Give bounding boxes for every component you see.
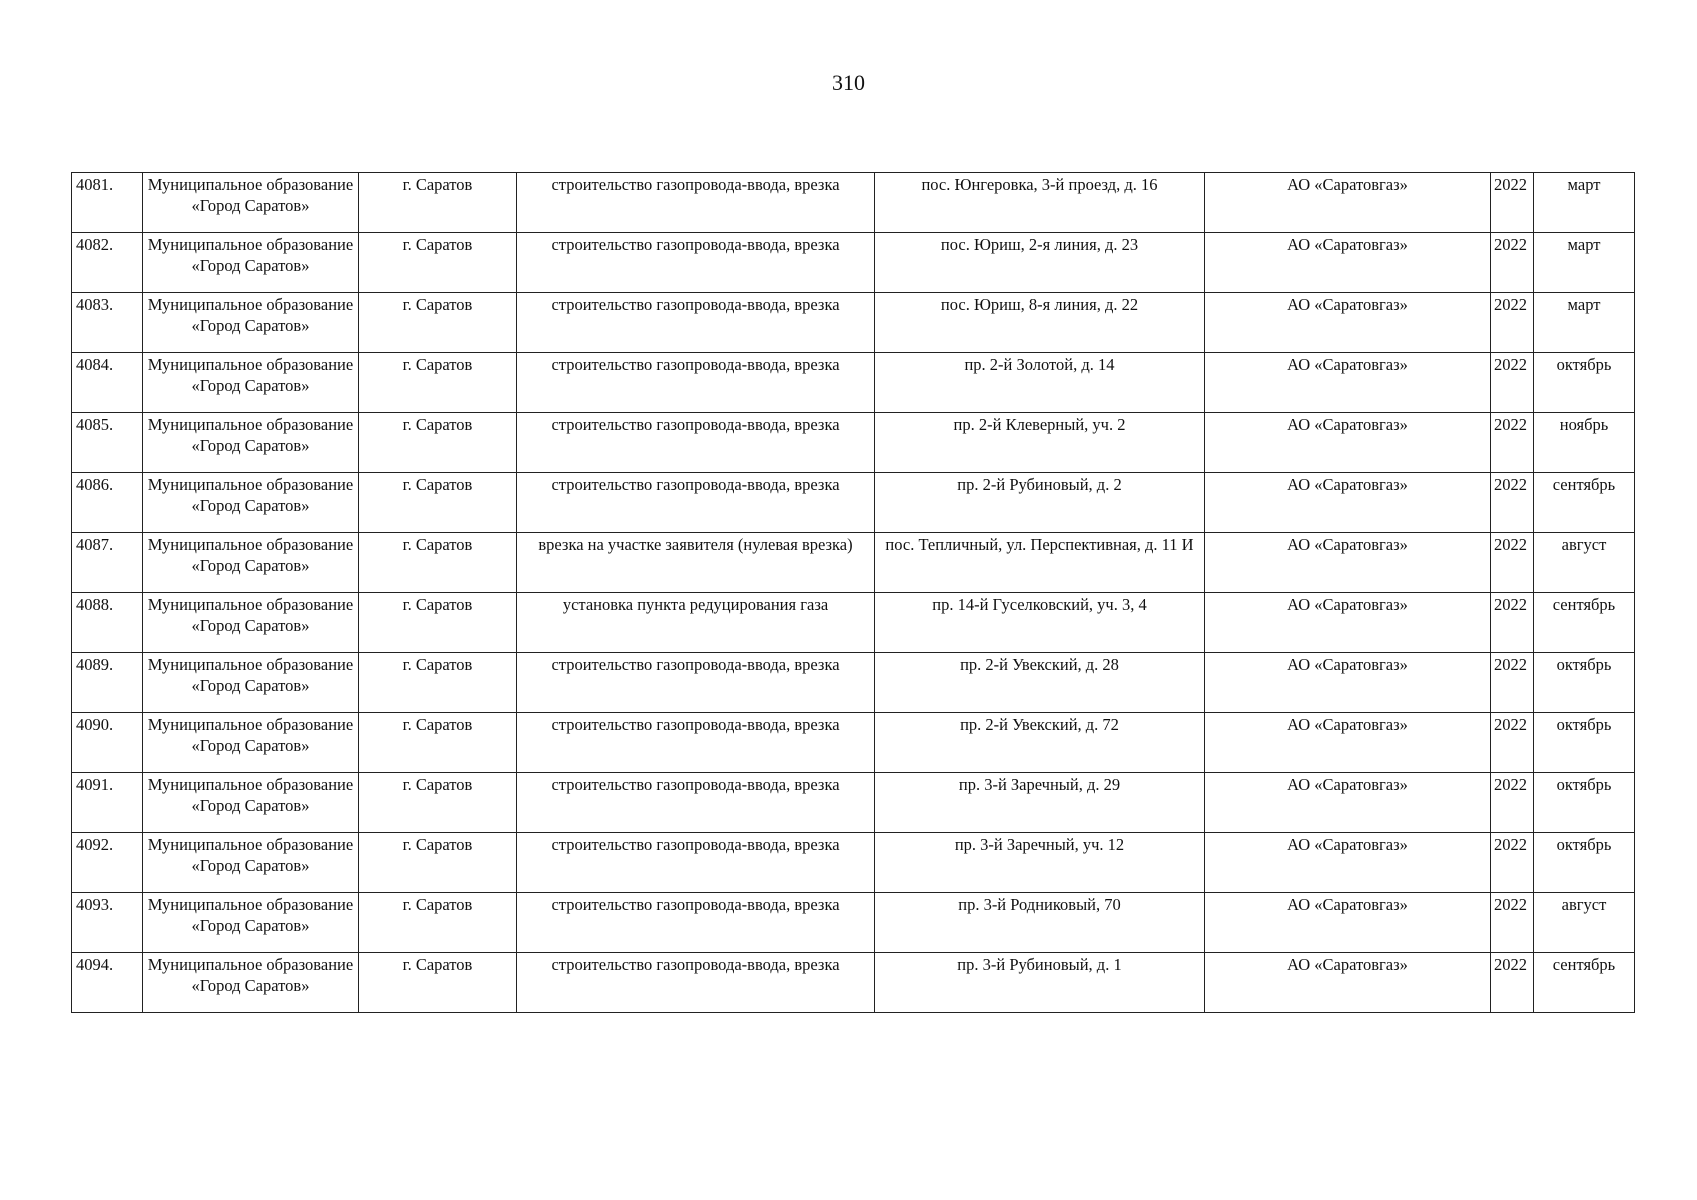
gas-works-table [71, 172, 1635, 1013]
table-row [72, 833, 1635, 893]
year-cell: 2022 [1491, 173, 1534, 233]
address-cell: пр. 2-й Золотой, д. 14 [875, 353, 1205, 413]
month-cell: сентябрь [1534, 953, 1635, 1013]
month-cell: ноябрь [1534, 413, 1635, 473]
year-cell: 2022 [1491, 773, 1534, 833]
work-type-cell: строительство газопровода-ввода, врезка [517, 413, 875, 473]
organization-cell: АО «Саратовгаз» [1205, 593, 1491, 653]
organization-cell: АО «Саратовгаз» [1205, 773, 1491, 833]
work-type-cell: строительство газопровода-ввода, врезка [517, 173, 875, 233]
month-cell: март [1534, 293, 1635, 353]
organization-cell: АО «Саратовгаз» [1205, 173, 1491, 233]
municipality-cell: Муниципальное образование «Город Саратов» [143, 653, 359, 713]
year-cell: 2022 [1491, 653, 1534, 713]
table-row [72, 893, 1635, 953]
organization-cell: АО «Саратовгаз» [1205, 233, 1491, 293]
row-number-cell: 4087. [72, 533, 143, 593]
municipality-cell: Муниципальное образование «Город Саратов» [143, 533, 359, 593]
address-cell: пр. 2-й Увекский, д. 72 [875, 713, 1205, 773]
work-type-cell: строительство газопровода-ввода, врезка [517, 953, 875, 1013]
row-number-cell: 4094. [72, 953, 143, 1013]
table-row [72, 773, 1635, 833]
municipality-cell: Муниципальное образование «Город Саратов» [143, 953, 359, 1013]
year-cell: 2022 [1491, 353, 1534, 413]
page-number: 310 [832, 70, 865, 95]
locality-cell: г. Саратов [359, 773, 517, 833]
work-type-cell: установка пункта редуцирования газа [517, 593, 875, 653]
row-number-cell: 4084. [72, 353, 143, 413]
row-number-cell: 4092. [72, 833, 143, 893]
table-row [72, 953, 1635, 1013]
table-row [72, 653, 1635, 713]
organization-cell: АО «Саратовгаз» [1205, 473, 1491, 533]
municipality-cell: Муниципальное образование «Город Саратов» [143, 473, 359, 533]
row-number-cell: 4088. [72, 593, 143, 653]
organization-cell: АО «Саратовгаз» [1205, 353, 1491, 413]
locality-cell: г. Саратов [359, 533, 517, 593]
municipality-cell: Муниципальное образование «Город Саратов» [143, 233, 359, 293]
municipality-cell: Муниципальное образование «Город Саратов» [143, 353, 359, 413]
address-cell: пос. Юнгеровка, 3-й проезд, д. 16 [875, 173, 1205, 233]
address-cell: пр. 2-й Увекский, д. 28 [875, 653, 1205, 713]
work-type-cell: строительство газопровода-ввода, врезка [517, 893, 875, 953]
address-cell: пр. 3-й Родниковый, 70 [875, 893, 1205, 953]
month-cell: август [1534, 893, 1635, 953]
organization-cell: АО «Саратовгаз» [1205, 893, 1491, 953]
organization-cell: АО «Саратовгаз» [1205, 293, 1491, 353]
locality-cell: г. Саратов [359, 473, 517, 533]
address-cell: пр. 3-й Рубиновый, д. 1 [875, 953, 1205, 1013]
year-cell: 2022 [1491, 293, 1534, 353]
document-table-container [71, 172, 1634, 1013]
work-type-cell: строительство газопровода-ввода, врезка [517, 353, 875, 413]
month-cell: сентябрь [1534, 593, 1635, 653]
month-cell: октябрь [1534, 713, 1635, 773]
year-cell: 2022 [1491, 893, 1534, 953]
row-number-cell: 4083. [72, 293, 143, 353]
locality-cell: г. Саратов [359, 953, 517, 1013]
month-cell: октябрь [1534, 653, 1635, 713]
month-cell: октябрь [1534, 773, 1635, 833]
work-type-cell: строительство газопровода-ввода, врезка [517, 473, 875, 533]
table-row [72, 473, 1635, 533]
work-type-cell: строительство газопровода-ввода, врезка [517, 833, 875, 893]
work-type-cell: строительство газопровода-ввода, врезка [517, 713, 875, 773]
year-cell: 2022 [1491, 473, 1534, 533]
table-body [72, 173, 1635, 1013]
address-cell: пр. 2-й Клеверный, уч. 2 [875, 413, 1205, 473]
address-cell: пр. 3-й Заречный, уч. 12 [875, 833, 1205, 893]
address-cell: пр. 3-й Заречный, д. 29 [875, 773, 1205, 833]
row-number-cell: 4082. [72, 233, 143, 293]
municipality-cell: Муниципальное образование «Город Саратов» [143, 593, 359, 653]
month-cell: март [1534, 233, 1635, 293]
address-cell: пр. 14-й Гуселковский, уч. 3, 4 [875, 593, 1205, 653]
row-number-cell: 4091. [72, 773, 143, 833]
locality-cell: г. Саратов [359, 293, 517, 353]
month-cell: март [1534, 173, 1635, 233]
address-cell: пос. Юриш, 8-я линия, д. 22 [875, 293, 1205, 353]
row-number-cell: 4089. [72, 653, 143, 713]
municipality-cell: Муниципальное образование «Город Саратов» [143, 893, 359, 953]
work-type-cell: врезка на участке заявителя (нулевая врезка) [517, 533, 875, 593]
municipality-cell: Муниципальное образование «Город Саратов» [143, 413, 359, 473]
locality-cell: г. Саратов [359, 833, 517, 893]
locality-cell: г. Саратов [359, 353, 517, 413]
month-cell: сентябрь [1534, 473, 1635, 533]
table-row [72, 413, 1635, 473]
row-number-cell: 4081. [72, 173, 143, 233]
work-type-cell: строительство газопровода-ввода, врезка [517, 293, 875, 353]
year-cell: 2022 [1491, 713, 1534, 773]
row-number-cell: 4090. [72, 713, 143, 773]
row-number-cell: 4093. [72, 893, 143, 953]
year-cell: 2022 [1491, 593, 1534, 653]
table-row [72, 293, 1635, 353]
municipality-cell: Муниципальное образование «Город Саратов» [143, 833, 359, 893]
locality-cell: г. Саратов [359, 893, 517, 953]
table-row [72, 173, 1635, 233]
locality-cell: г. Саратов [359, 233, 517, 293]
table-row [72, 533, 1635, 593]
organization-cell: АО «Саратовгаз» [1205, 533, 1491, 593]
year-cell: 2022 [1491, 833, 1534, 893]
locality-cell: г. Саратов [359, 173, 517, 233]
work-type-cell: строительство газопровода-ввода, врезка [517, 653, 875, 713]
table-row [72, 353, 1635, 413]
municipality-cell: Муниципальное образование «Город Саратов» [143, 293, 359, 353]
locality-cell: г. Саратов [359, 593, 517, 653]
organization-cell: АО «Саратовгаз» [1205, 413, 1491, 473]
locality-cell: г. Саратов [359, 713, 517, 773]
organization-cell: АО «Саратовгаз» [1205, 833, 1491, 893]
row-number-cell: 4086. [72, 473, 143, 533]
row-number-cell: 4085. [72, 413, 143, 473]
address-cell: пр. 2-й Рубиновый, д. 2 [875, 473, 1205, 533]
month-cell: октябрь [1534, 353, 1635, 413]
year-cell: 2022 [1491, 533, 1534, 593]
table-row [72, 593, 1635, 653]
year-cell: 2022 [1491, 413, 1534, 473]
organization-cell: АО «Саратовгаз» [1205, 713, 1491, 773]
address-cell: пос. Тепличный, ул. Перспективная, д. 11 И [875, 533, 1205, 593]
table-row [72, 233, 1635, 293]
work-type-cell: строительство газопровода-ввода, врезка [517, 773, 875, 833]
year-cell: 2022 [1491, 233, 1534, 293]
organization-cell: АО «Саратовгаз» [1205, 653, 1491, 713]
address-cell: пос. Юриш, 2-я линия, д. 23 [875, 233, 1205, 293]
organization-cell: АО «Саратовгаз» [1205, 953, 1491, 1013]
month-cell: август [1534, 533, 1635, 593]
locality-cell: г. Саратов [359, 653, 517, 713]
year-cell: 2022 [1491, 953, 1534, 1013]
municipality-cell: Муниципальное образование «Город Саратов» [143, 773, 359, 833]
locality-cell: г. Саратов [359, 413, 517, 473]
month-cell: октябрь [1534, 833, 1635, 893]
table-row [72, 713, 1635, 773]
municipality-cell: Муниципальное образование «Город Саратов» [143, 173, 359, 233]
municipality-cell: Муниципальное образование «Город Саратов» [143, 713, 359, 773]
work-type-cell: строительство газопровода-ввода, врезка [517, 233, 875, 293]
